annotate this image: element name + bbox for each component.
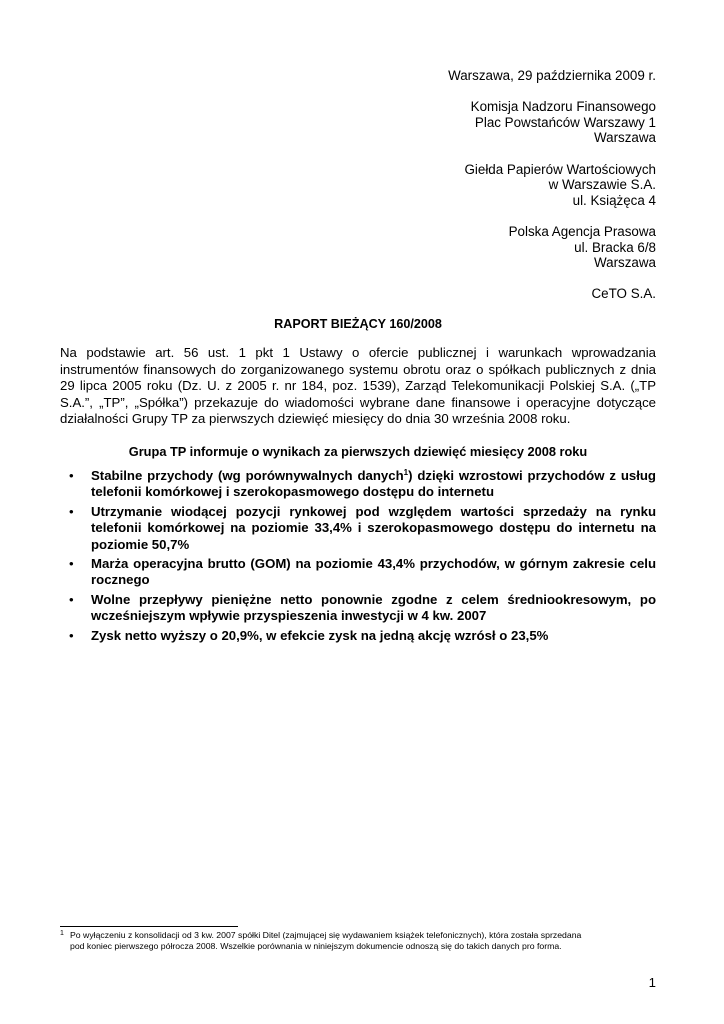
recipient-line: Giełda Papierów Wartościowych: [464, 161, 656, 177]
bullet-icon: •: [69, 627, 74, 643]
list-item: [60, 504, 656, 553]
footnote: [60, 930, 660, 953]
page-number: 1: [648, 975, 656, 990]
address-block: [448, 68, 656, 318]
section-subheading: Grupa TP informuje o wynikach za pierwszych dziewięć miesięcy 2008 roku: [128, 444, 588, 459]
list-item: [60, 556, 656, 589]
recipient-pap: [448, 224, 656, 271]
footnote-line: pod koniec pierwszego półrocza 2008. Wszelkie porównania w niniejszym dokumencie odnoszą się do takich danych pro forma.: [70, 941, 562, 952]
recipient-line: Warszawa: [593, 130, 656, 146]
bullet-line: rocznego: [91, 572, 150, 588]
intro-line: działalności Grupy TP za pierwszych dziewięć miesięcy do dnia 30 września 2008 roku.: [60, 411, 571, 427]
intro-line: instrumentów finansowych do zorganizowanego systemu obrotu oraz o spółkach publicznych z dnia: [60, 361, 656, 377]
footnote-number: 1: [60, 930, 64, 937]
recipient-line: ul. Bracka 6/8: [574, 239, 656, 255]
bullet-icon: •: [69, 556, 74, 572]
recipient-line: ul. Książęca 4: [572, 192, 656, 208]
bullet-line: Marża operacyjna brutto (GOM) na poziomie 43,4% przychodów, w górnym zakresie celu: [91, 556, 656, 572]
bullet-line: telefonii komórkowej i szerokopasmowego dostępu do internetu: [91, 484, 495, 500]
intro-line: Na podstawie art. 56 ust. 1 pkt 1 Ustawy o ofercie publicznej i warunkach wprowadzania: [60, 345, 656, 360]
report-title: RAPORT BIEŻĄCY 160/2008: [274, 317, 442, 331]
bullet-icon: •: [69, 468, 74, 483]
bullet-icon: •: [69, 591, 74, 607]
intro-paragraph: [60, 345, 656, 428]
list-item: [60, 628, 656, 644]
intro-line: 29 lipca 2005 roku (Dz. U. z 2005 r. nr 184, poz. 1539), Zarząd Telekomunikacji Polskiej S.A. („TP: [60, 378, 656, 394]
bullet-line: Utrzymanie wiodącej pozycji rynkowej pod względem wartości sprzedaży na rynku: [91, 503, 656, 519]
bullet-line: Stabilne przychody (wg porównywalnych danych$^1$) dzięki wzrostowi przychodów z usług: [91, 468, 656, 483]
recipient-line: Komisja Nadzoru Finansowego: [470, 99, 656, 115]
list-item: [60, 592, 656, 625]
place-date: Warszawa, 29 października 2009 r.: [448, 68, 656, 83]
recipient-knf: [448, 99, 656, 146]
highlights-list: [60, 468, 656, 647]
recipient-line: Warszawa: [593, 255, 656, 271]
bullet-line: poziomie 50,7%: [91, 536, 190, 552]
bullet-icon: •: [69, 503, 74, 519]
footnote-line: Po wyłączeniu z konsolidacji od 3 kw. 2007 spółki Ditel (zajmującej się wydawaniem książek telefonicznych), która została sprzedana: [70, 930, 582, 940]
recipient-line: Plac Powstańców Warszawy 1: [474, 114, 656, 130]
bullet-line: wcześniejszym wpływie przyspieszenia inwestycji w 4 kw. 2007: [91, 608, 487, 624]
recipient-gpw: [448, 162, 656, 209]
recipient-ceto: [448, 286, 656, 302]
intro-line: S.A.”, „TP”, „Spółka”) przekazuje do wiadomości wybrane dane finansowe i operacyjne dotyczące: [60, 394, 656, 410]
recipient-line: Polska Agencja Prasowa: [508, 223, 656, 239]
bullet-line: Wolne przepływy pieniężne netto ponownie zgodne z celem średniookresowym, po: [91, 591, 656, 607]
recipient-line: CeTO S.A.: [591, 286, 656, 302]
footnote-ref[interactable]: 1: [403, 468, 409, 477]
recipient-line: w Warszawie S.A.: [548, 177, 656, 193]
bullet-line: Zysk netto wyższy o 20,9%, w efekcie zysk na jedną akcję wzrósł o 23,5%: [91, 627, 549, 643]
footnote-divider: [60, 926, 238, 927]
bullet-line: telefonii komórkowej na poziomie 33,4% i szerokopasmowego dostępu do internetu na: [91, 520, 656, 536]
list-item: [60, 468, 656, 501]
